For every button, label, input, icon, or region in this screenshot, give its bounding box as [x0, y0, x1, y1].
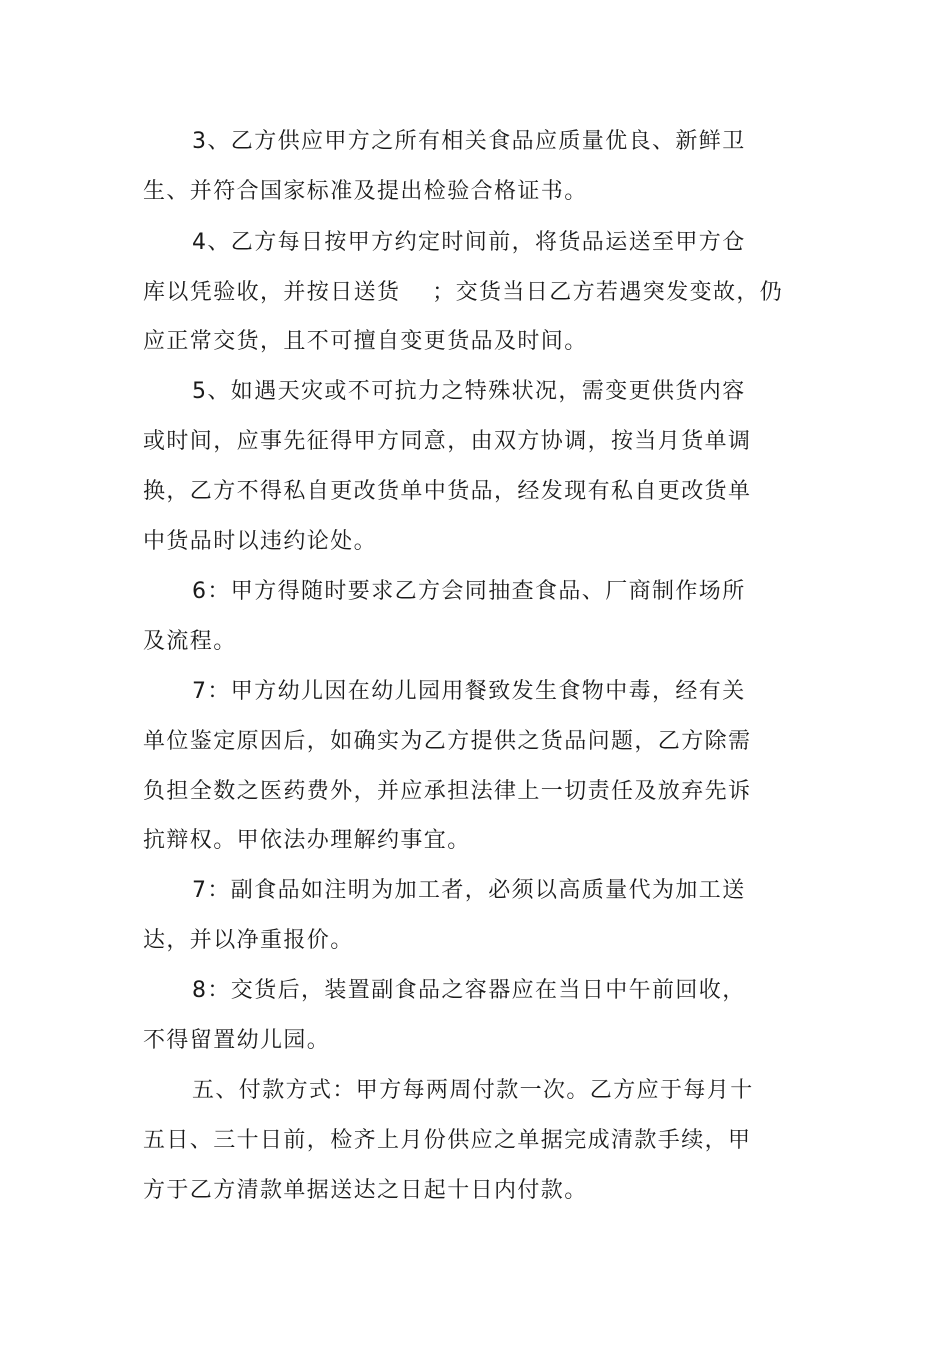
text-line: 及流程。	[143, 629, 237, 654]
text-line: 7：甲方幼儿因在幼儿园用餐致发生食物中毒，经有关	[192, 679, 746, 704]
text-line: 生、并符合国家标准及提出检验合格证书。	[143, 179, 588, 204]
text-line: 方于乙方清款单据送达之日起十日内付款。	[143, 1178, 588, 1203]
text-line: 换，乙方不得私自更改货单中货品，经发现有私自更改货单	[143, 479, 752, 504]
text-line: 单位鉴定原因后，如确实为乙方提供之货品问题，乙方除需	[143, 729, 752, 754]
text-line: 负担全数之医药费外，并应承担法律上一切责任及放弃先诉	[143, 779, 752, 804]
text-line: 不得留置幼儿园。	[143, 1028, 331, 1053]
text-line: 3、乙方供应甲方之所有相关食品应质量优良、新鲜卫	[192, 129, 746, 154]
text-line: 或时间，应事先征得甲方同意，由双方协调，按当月货单调	[143, 429, 752, 454]
text-line: 6：甲方得随时要求乙方会同抽查食品、厂商制作场所	[192, 579, 746, 604]
text-line: 达，并以净重报价。	[143, 928, 354, 953]
text-line: 五、付款方式：甲方每两周付款一次。乙方应于每月十	[192, 1078, 754, 1103]
text-line: 库以凭验收，并按日送货 ；交货当日乙方若遇突发变故，仍	[143, 280, 784, 305]
text-line: 五日、三十日前，检齐上月份供应之单据完成清款手续，甲	[143, 1128, 752, 1153]
text-line: 4、乙方每日按甲方约定时间前，将货品运送至甲方仓	[192, 230, 746, 255]
text-line: 中货品时以违约论处。	[143, 529, 378, 554]
text-line: 应正常交货，且不可擅自变更货品及时间。	[143, 329, 588, 354]
text-line: 8：交货后，装置副食品之容器应在当日中午前回收，	[192, 978, 746, 1003]
text-line: 7：副食品如注明为加工者，必须以高质量代为加工送	[192, 878, 746, 903]
text-line: 5、如遇天灾或不可抗力之特殊状况，需变更供货内容	[192, 379, 746, 404]
text-line: 抗辩权。甲依法办理解约事宜。	[143, 828, 471, 853]
